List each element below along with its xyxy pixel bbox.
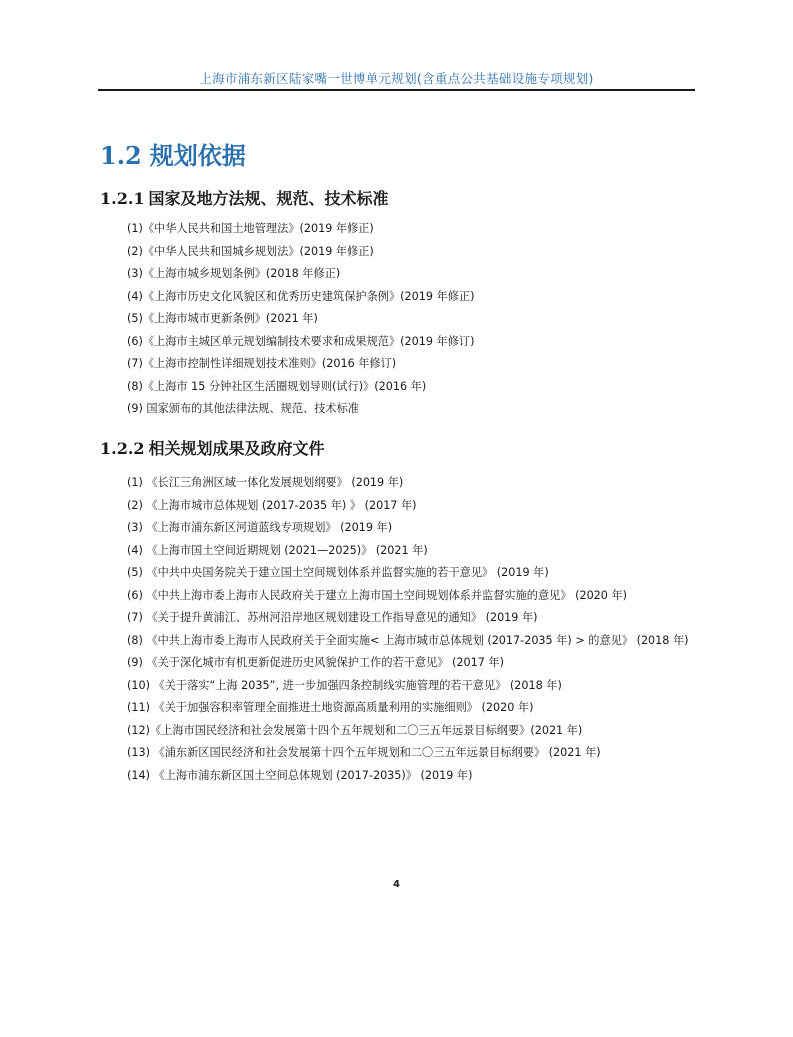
list-item: (8) 《中共上海市委上海市人民政府关于全面实施< 上海市城市总体规划 (2017-2035 年) > 的意见》 (2018 年) [127, 633, 689, 647]
section-heading [100, 136, 246, 171]
list-item: (8)《上海市 15 分钟社区生活圈规划导则(试行)》(2016 年) [127, 379, 427, 393]
page-number: 4 [393, 879, 400, 890]
list-item: (9) 《关于深化城市有机更新促进历史风貌保护工作的若干意见》 (2017 年) [127, 656, 504, 669]
list-item: (5)《上海市城市更新条例》(2021 年) [127, 312, 318, 325]
list-item: (4) 《上海市国土空间近期规划 (2021—2025)》 (2021 年) [127, 543, 428, 557]
list-item: (12)《上海市国民经济和社会发展第十四个五年规划和二〇三五年远景目标纲要》(2021 年) [127, 723, 583, 737]
subsection-number-1: 1.2.1 [100, 189, 145, 208]
list-item: (6) 《中共上海市委上海市人民政府关于建立上海市国土空间规划体系并监督实施的意见》 (2020 年) [127, 588, 628, 602]
list-item: (3) 《上海市浦东新区河道蓝线专项规划》 (2019 年) [127, 521, 393, 534]
section-number: 1.2 [100, 141, 142, 170]
list-item: (6)《上海市主城区单元规划编制技术要求和成果规范》(2019 年修订) [127, 334, 475, 348]
planning-documents-list [127, 472, 702, 787]
list-item: (13) 《浦东新区国民经济和社会发展第十四个五年规划和二〇三五年远景目标纲要》 (2021 年) [127, 746, 601, 759]
section-title: 规划依据 [149, 142, 246, 170]
list-item: (1) 《长江三角洲区域一体化发展规划纲要》 (2019 年) [127, 476, 404, 489]
list-item: (3)《上海市城乡规划条例》(2018 年修正) [127, 267, 341, 280]
subsection-heading-2 [100, 436, 325, 459]
list-item: (2) 《上海市城市总体规划 (2017-2035 年) 》 (2017 年) [127, 498, 417, 512]
subsection-number-2: 1.2.2 [100, 439, 145, 458]
list-item: (1)《中华人民共和国土地管理法》(2019 年修正) [127, 222, 374, 235]
list-item: (9) 国家颁布的其他法律法规、规范、技术标准 [127, 402, 359, 415]
subsection-title-1: 国家及地方法规、规范、技术标准 [148, 189, 389, 208]
list-item: (5) 《中共中央国务院关于建立国土空间规划体系并监督实施的若干意见》 (2019 年) [127, 566, 549, 579]
list-item: (11) 《关于加强容积率管理全面推进土地资源高质量利用的实施细则》 (2020 年) [127, 701, 534, 714]
list-item: (2)《中华人民共和国城乡规划法》(2019 年修正) [127, 244, 374, 258]
list-item: (4)《上海市历史文化风貌区和优秀历史建筑保护条例》(2019 年修正) [127, 289, 475, 303]
subsection-heading-1 [100, 186, 389, 209]
list-item: (7)《上海市控制性详细规划技术准则》(2016 年修订) [127, 357, 397, 370]
list-item: (14) 《上海市浦东新区国土空间总体规划 (2017-2035)》 (2019 年) [127, 768, 473, 782]
header-divider [98, 89, 695, 91]
running-header: 上海市浦东新区陆家嘴一世博单元规划(含重点公共基础设施专项规划) [199, 71, 594, 86]
list-item: (7) 《关于提升黄浦江、苏州河沿岸地区规划建设工作指导意见的通知》 (2019 年) [127, 611, 538, 624]
regulations-list [127, 218, 707, 421]
list-item: (10) 《关于落实“上海 2035”, 进一步加强四条控制线实施管理的若干意见》 (2018 年) [127, 678, 562, 692]
subsection-title-2: 相关规划成果及政府文件 [148, 439, 325, 458]
